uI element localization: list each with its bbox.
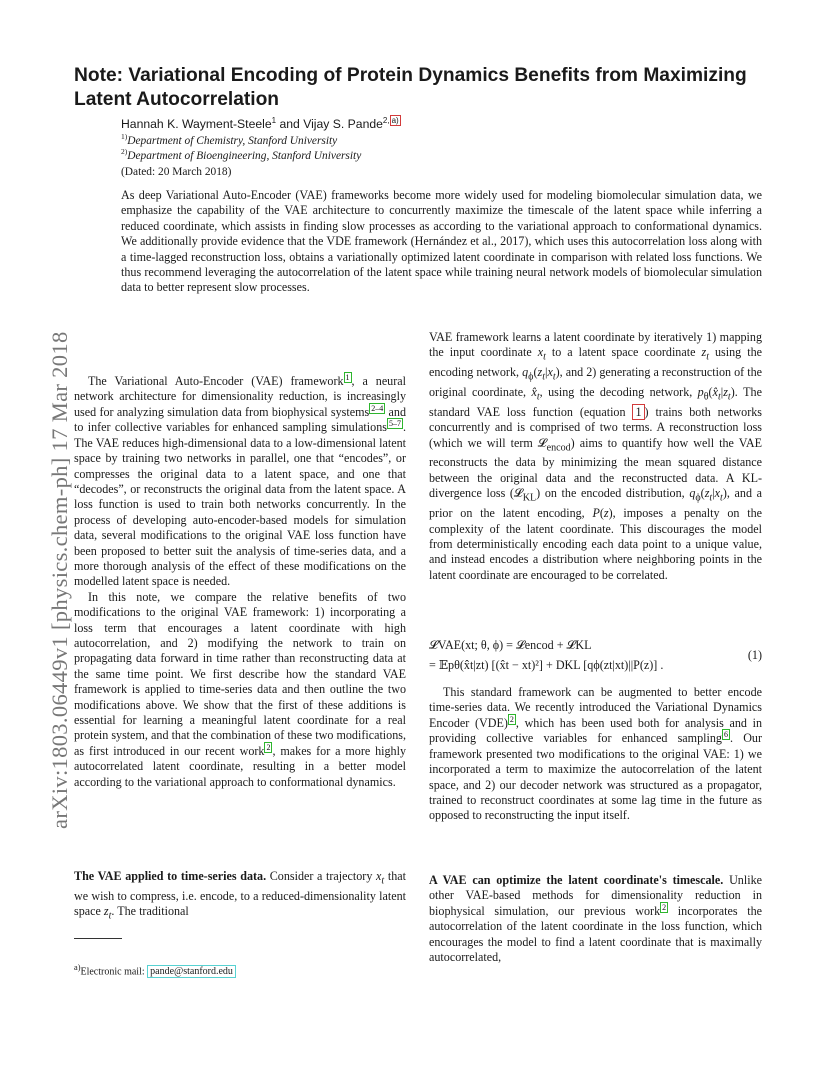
intro-column [74, 374, 406, 790]
cite-link[interactable]: 1 [345, 373, 350, 382]
paper-title: Note: Variational Encoding of Protein Dynamics Benefits from Maximizing Latent Autocorrelation [74, 65, 747, 110]
footnote-rule [74, 938, 122, 939]
right-column-text: VAE framework learns a latent coordinate by iteratively 1) mapping the input coordinate $x_t$ to a latent space coordinate $z_t$ using the encoding network, $q_\phi(z_t|x_t)$, and 2) generating a reconstruction of the original coordinate, $x̂_t$, using the decoding network, $p_\theta(x̂_t|z_t)$. The standard VAE loss function (equation 1 ) trains both networks concurrently and is comprised of two terms. A reconstruction loss (which we will term 𝓛$_{encod}$) aims to quantify how well the VAE reconstructs the data by minimizing the mean squared distance between the original data and the reconstructed data. A KL-divergence loss (𝓛$_{KL}$) on the encoded distribution, $q_\phi(z_t|x_t)$, and a prior on the latent encoding, P(z), imposes a penalty on the complexity of the latent coordinate. This discourages the model from deterministically encoding each data point to a unique value, and instead encodes a distribution where neighboring points in the latent coordinate are encouraged to be correlated. [429, 330, 763, 582]
email-link[interactable]: pande@stanford.edu [147, 965, 236, 978]
cite-link[interactable]: 5–7 [388, 419, 401, 429]
author-2: Vijay S. Pande [303, 117, 383, 132]
equation-line-2: = 𝔼pθ(x̂t|zt) [(x̂t − xt)²] + DKL [qϕ(zt|xt)||P(z)] . [429, 658, 664, 672]
equation-number: (1) [747, 648, 762, 662]
cite-link[interactable]: 2–4 [371, 403, 384, 413]
section-vae-time-series: The VAE applied to time-series data. Consider a trajectory $x_t$ that we wish to compress, i.e. encode, to a reduced-dimensionality latent space $z_t$. The traditional [74, 869, 406, 922]
cite-link[interactable]: 2 [662, 902, 667, 912]
section-heading: The VAE applied to time-series data. [74, 869, 267, 883]
affiliation-1: $^{1)}$Department of Chemistry, Stanford University [121, 132, 338, 147]
footnote: $^{a)}$Electronic mail: pande@stanford.edu [74, 963, 236, 977]
cite-link[interactable]: 2 [509, 714, 514, 724]
intro-paragraph-2: In this note, we compare the relative benefits of two modifications to the original VAE framework: 1) incorporating a loss term that encourages a latent coordinate with high autocorrelation, and 2) modifying the network to train on propagating data forward in time rather than reconstructing data at the same time point. We first describe how the standard VAE framework is applied to time-series data and then outline the two modifications above. We show that the first of these additions is essential for learning a meaningful latent coordinate for a real protein system, and that the combination of these two modifications, as first introduced in our recent work $^2$ , makes for a more highly autocorrelated latent coordinate, resulting in a better model according to the variational approach to conformational dynamics. [74, 589, 406, 789]
author-1: Hannah K. Wayment-Steele [121, 117, 272, 132]
equation-line-1: 𝓛VAE(xt; θ, ϕ) = 𝓛encod + 𝓛KL [429, 638, 592, 652]
section-heading: A VAE can optimize the latent coordinate's timescale. [429, 873, 724, 887]
author-note-link[interactable]: a) [391, 116, 399, 125]
cite-link[interactable]: 2 [266, 742, 271, 752]
author-line: Hannah K. Wayment-Steele$^1$ and Vijay S. Pande$^{2,}$ $^{a)}$ [121, 116, 399, 132]
intro-paragraph-1: The Variational Auto-Encoder (VAE) framework $^1$ , a neural network architecture for dimensionality reduction, is increasingly used for analyzing simulation data from biophysical systems $^{2-4}$ and to infer collective variables for enhanced sampling simulations $^{5-7}$ . The VAE reduces high-dimensional data to a low-dimensional latent space by training two networks in parallel, one that “encodes”, or compresses the original data to a latent space, and one that “decodes”, or reconstructs the original data from the latent space. A loss function is used to train both networks concurrently. In the process of developing auto-encoder-based models for simulation data, several modifications to the original VAE loss function have been proposed to better suit the analysis of time-series data, and a more thorough analysis of the effect of these modifications on the modelled latent space is needed. [74, 373, 406, 589]
arxiv-id: arXiv:1803.06449v1 [physics.chem-ph] 17 Mar 2018 [47, 331, 72, 829]
equation-ref-link[interactable]: 1 [632, 404, 644, 420]
dated-line: (Dated: 20 March 2018) [121, 166, 232, 178]
affiliation-2: $^{2)}$Department of Bioengineering, Stanford University [121, 147, 362, 162]
abstract: As deep Variational Auto-Encoder (VAE) frameworks become more widely used for modeling biomolecular simulation data, we emphasize the capability of the VAE architecture to concurrently maximize the timescale of the latent space while inferring a reduced coordinate, which assists in finding slow processes as according to the variational approach to conformational dynamics. We additionally provide evidence that the VDE framework (Hernández et al., 2017), which uses this autocorrelation loss along with a time-lagged reconstruction loss, obtains a variationally optimized latent coordinate in comparison with related loss functions. We thus recommend leveraging the autocorrelation of the latent space while training neural network models of biomolecular simulation data to better represent slow processes. [121, 188, 762, 295]
cite-link[interactable]: 6 [723, 730, 728, 740]
right-column-text-2: This standard framework can be augmented to better encode time-series data. We recently introduced the Variational Dynamics Encoder (VDE) $^2$ , which has been used both for analysis and in providing collective variables for enhanced sampling $^6$ . Our framework presented two modifications to the original VAE: 1) we incorporated a term to maximize the autocorrelation of the latent space, and 2) our decoder network was structured as a propagator, trained to reconstruct coordinates at some lag time in the future as opposed to reconstructing the input itself. [429, 685, 762, 823]
arxiv-stamp [7, 237, 72, 829]
section-vae-timescale: A VAE can optimize the latent coordinate's timescale. Unlike other VAE-based methods for dimensionality reduction in biophysical simulation, our previous work $^2$ incorporates the autocorrelation of the latent coordinate in the loss function, which encourages the model to find a latent coordinate that is maximally autocorrelated, [429, 873, 762, 965]
